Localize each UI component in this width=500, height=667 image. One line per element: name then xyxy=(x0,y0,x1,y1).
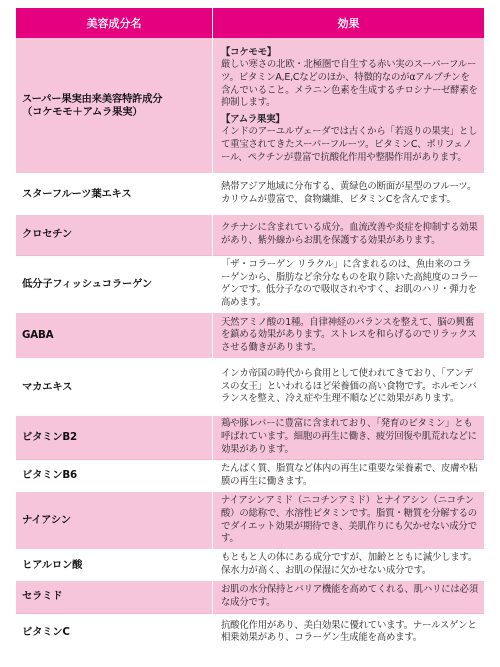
table-row xyxy=(16,255,484,313)
table-row xyxy=(16,173,484,215)
table-row xyxy=(16,313,484,358)
ingredient-effect: 天然アミノ酸の1種。自律神経のバランスを整えて、脳の興奮を鎮める効果があります。ストレスを和らげるのでリラックスさせる働きがあります。 xyxy=(213,313,485,358)
ingredient-name: ビタミンB2 xyxy=(16,416,213,459)
ingredient-effect: ナイアシンアミド（ニコチンアミド）とナイアシン（ニコチン酸）の総称で、水溶性ビタミンです。脂質・糖質を分解するのでダイエット効果が期待でき、美肌作りにも欠かせない成分です。 xyxy=(213,492,485,549)
ingredient-name: セラミド xyxy=(16,581,213,613)
ingredient-name: マカエキス xyxy=(16,358,213,416)
section-title: 【コケモモ】 xyxy=(221,46,277,58)
ingredient-name: ビタミンC xyxy=(16,613,213,651)
ingredient-name: ナイアシン xyxy=(16,492,213,549)
ingredient-effect: たんぱく質、脂質など体内の再生に重要な栄養素で、皮膚や粘膜の再生に働きます。 xyxy=(213,459,485,492)
ingredient-effect: 抗酸化作用があり、美白効果に優れています。ナールスゲンと相乗効果があり、コラーゲン生成能を高めます。 xyxy=(213,613,485,651)
table-row xyxy=(16,549,484,581)
table-row xyxy=(16,492,484,549)
table-row xyxy=(16,459,484,492)
section-title: 【アムラ果実】 xyxy=(221,113,285,125)
ingredient-effect: もともと人の体にある成分ですが、加齢とともに減少します。保水力が高く、お肌の保湿に欠かせない成分です。 xyxy=(213,549,485,581)
ingredient-effect: インカ帝国の時代から食用として使われてきており、「アンデスの女王」といわれるほど栄養価の高い食物です。ホルモンバランスを整え、冷え症や生理不順などに効果があります。 xyxy=(213,358,485,416)
table-row xyxy=(16,416,484,459)
ingredient-name: スーパー果実由来美容特許成分 （コケモモ＋アムラ果実） xyxy=(16,38,213,173)
ingredient-name: スターフルーツ葉エキス xyxy=(16,173,213,215)
ingredient-effect: お肌の水分保持とバリア機能を高めてくれる、肌ハリには必須な成分です。 xyxy=(213,581,485,613)
ingredient-name: GABA xyxy=(16,313,213,358)
ingredient-table xyxy=(16,8,484,651)
ingredient-effect: クチナシに含まれている成分。血流改善や炎症を抑制する効果があり、紫外線からお肌を保護する効果があります。 xyxy=(213,215,485,255)
ingredient-effect: 熱帯アジア地域に分布する、黄緑色の断面が星型のフルーツ。カリウムが豊富で、食物繊維、ビタミンCを含んでます。 xyxy=(213,173,485,215)
ingredient-name: ヒアルロン酸 xyxy=(16,549,213,581)
header-effect: 効果 xyxy=(213,8,485,38)
table-header-row xyxy=(16,8,484,38)
table-row xyxy=(16,215,484,255)
ingredient-effect: 「ザ・コラーゲン リラクル」に含まれるのは、魚由来のコラーゲンから、脂肪など余分なものを取り除いた高純度のコラーゲンです。低分子なので吸収されやすく、お肌のハリ・弾力を高めます。 xyxy=(213,255,485,313)
table-row xyxy=(16,581,484,613)
header-ingredient-name: 美容成分名 xyxy=(16,8,213,38)
section-text: 厳しい寒さの北欧・北極圏で自生する赤い実のスーパーフルーツ。ビタミンA,E,Cなどのほか、特徴的なのがαアルブチンを含んでいること。メラニン色素を生成するチロシナーゼ酵素を抑制します。 xyxy=(221,59,478,109)
ingredient-table-container xyxy=(16,8,484,651)
table-row xyxy=(16,613,484,651)
ingredient-name: 低分子フィッシュコラーゲン xyxy=(16,255,213,313)
table-row xyxy=(16,358,484,416)
ingredient-name: クロセチン xyxy=(16,215,213,255)
section-text: インドのアーユルヴェーダでは古くから「若返りの果実」として重宝されてきたスーパーフルーツ。ビタミンC、ポリフェノール、ペクチンが豊富で抗酸化作用や整腸作用があります。 xyxy=(221,126,478,163)
table-row xyxy=(16,38,484,173)
ingredient-effect xyxy=(213,38,485,173)
ingredient-effect: 鶏や豚レバーに豊富に含まれており、「発育のビタミン」とも呼ばれています。細胞の再生に働き、疲労回復や肌荒れなどに効果があります。 xyxy=(213,416,485,459)
ingredient-name: ビタミンB6 xyxy=(16,459,213,492)
